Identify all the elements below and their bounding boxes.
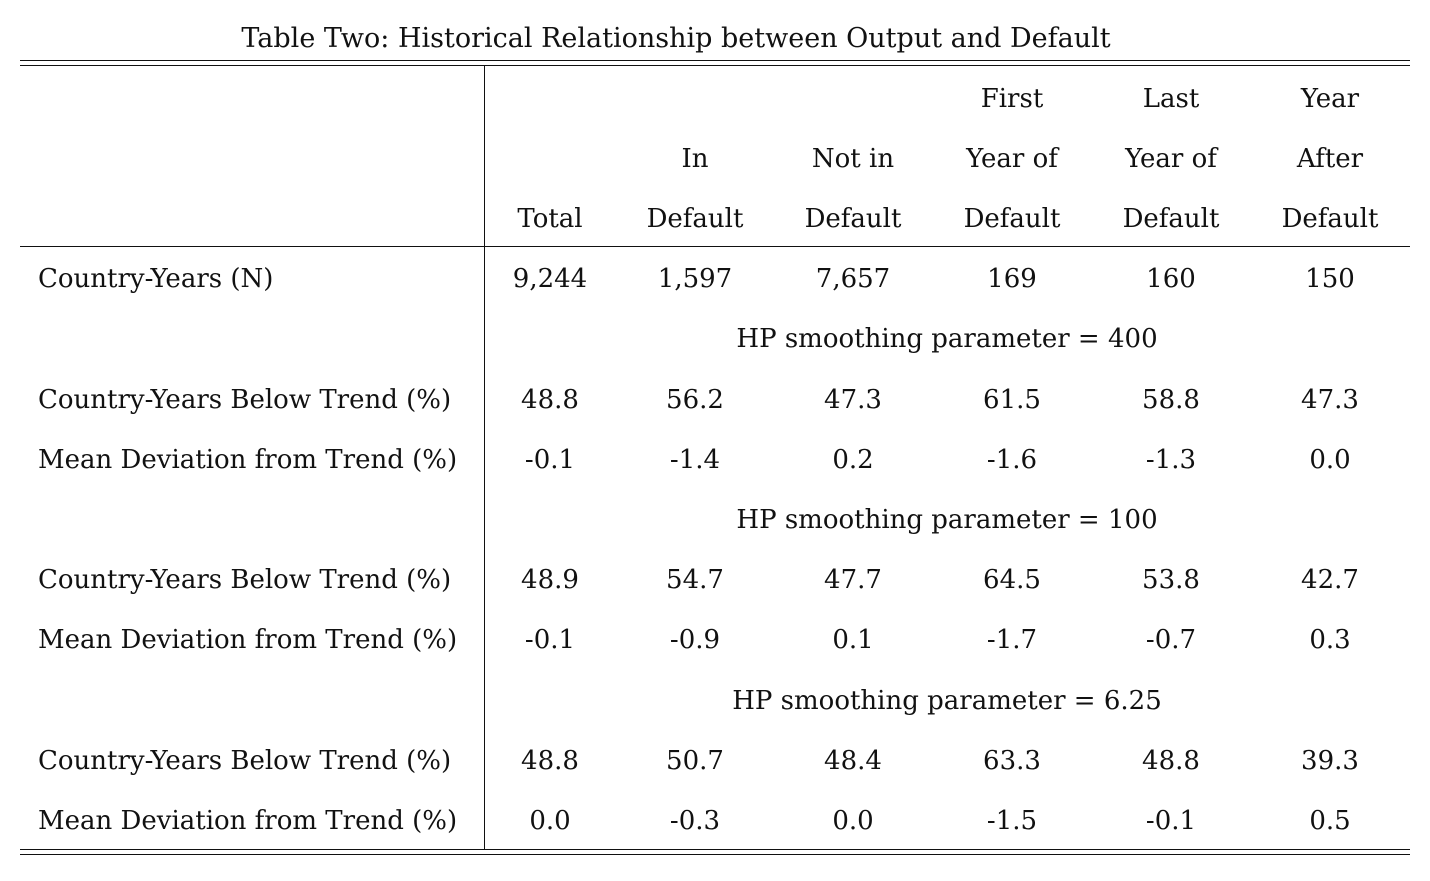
row-label: Mean Deviation from Trend (%) [38, 806, 458, 836]
table-cell: 150 [1305, 264, 1355, 294]
table-cell: -0.1 [524, 625, 576, 655]
table-cell: 48.4 [824, 746, 882, 776]
header-line3: Default [1281, 204, 1379, 234]
table-cell: 50.7 [666, 746, 724, 776]
table-cell: 169 [987, 264, 1037, 294]
section-heading: HP smoothing parameter = 400 [736, 324, 1158, 354]
table-cell: -1.7 [986, 625, 1038, 655]
header-line3: Total [517, 204, 583, 234]
table-cell: 53.8 [1142, 565, 1200, 595]
table-cell: 9,244 [512, 264, 588, 294]
header-line3: Default [804, 204, 902, 234]
table-cell: -0.9 [669, 625, 721, 655]
table-cell: 0.0 [1309, 445, 1351, 475]
table-cell: -1.5 [986, 806, 1038, 836]
row-label: Country-Years Below Trend (%) [38, 565, 452, 595]
table-cell: 63.3 [983, 746, 1041, 776]
header-line3: Default [963, 204, 1061, 234]
table-cell: -0.3 [669, 806, 721, 836]
table-cell: 47.3 [1301, 385, 1359, 415]
table-cell: -0.1 [1145, 806, 1197, 836]
header-line2: In [681, 144, 709, 174]
header-line3: Default [1122, 204, 1220, 234]
header-line2: After [1296, 144, 1364, 174]
section-heading: HP smoothing parameter = 6.25 [732, 686, 1162, 716]
bottom-rule-inner [20, 849, 1410, 850]
row-label: Country-Years Below Trend (%) [38, 746, 452, 776]
table-cell: 0.5 [1309, 806, 1351, 836]
table-cell: 56.2 [666, 385, 724, 415]
table-cell: 48.8 [521, 746, 579, 776]
table-cell: 39.3 [1301, 746, 1359, 776]
top-rule-inner [20, 65, 1410, 66]
table-cell: 47.3 [824, 385, 882, 415]
row-label: Mean Deviation from Trend (%) [38, 625, 458, 655]
table-cell: 48.8 [521, 385, 579, 415]
header-line2: Not in [811, 144, 895, 174]
bottom-rule-outer [20, 854, 1410, 855]
section-heading: HP smoothing parameter = 100 [736, 505, 1158, 535]
top-rule-outer [20, 60, 1410, 61]
header-line1: First [980, 84, 1044, 114]
header-line2: Year of [966, 144, 1058, 174]
row-label: Country-Years Below Trend (%) [38, 385, 452, 415]
header-line2: Year of [1125, 144, 1217, 174]
table-cell: 48.8 [1142, 746, 1200, 776]
table-caption: Table Two: Historical Relationship between Output and Default [241, 23, 1111, 54]
header-line3: Default [646, 204, 744, 234]
table-cell: -1.4 [669, 445, 721, 475]
table-cell: -0.1 [524, 445, 576, 475]
table-cell: 58.8 [1142, 385, 1200, 415]
table-cell: 47.7 [824, 565, 882, 595]
table-cell: 160 [1146, 264, 1196, 294]
table-cell: 0.0 [529, 806, 571, 836]
table-cell: 48.9 [521, 565, 579, 595]
table-cell: 0.0 [832, 806, 874, 836]
header-line1: Last [1142, 84, 1200, 114]
table-cell: 7,657 [815, 264, 891, 294]
table-cell: 1,597 [657, 264, 733, 294]
table-cell: -0.7 [1145, 625, 1197, 655]
table-cell: 0.2 [832, 445, 874, 475]
table-cell: 42.7 [1301, 565, 1359, 595]
table-cell: 64.5 [983, 565, 1041, 595]
table-cell: 61.5 [983, 385, 1041, 415]
row-label: Country-Years (N) [38, 264, 274, 294]
table-cell: -1.6 [986, 445, 1038, 475]
table-cell: 0.1 [832, 625, 874, 655]
table-cell: 0.3 [1309, 625, 1351, 655]
header-line1: Year [1300, 84, 1360, 114]
table-cell: -1.3 [1145, 445, 1197, 475]
header-bottom-rule [20, 246, 1410, 247]
table-cell: 54.7 [666, 565, 724, 595]
row-label: Mean Deviation from Trend (%) [38, 445, 458, 475]
